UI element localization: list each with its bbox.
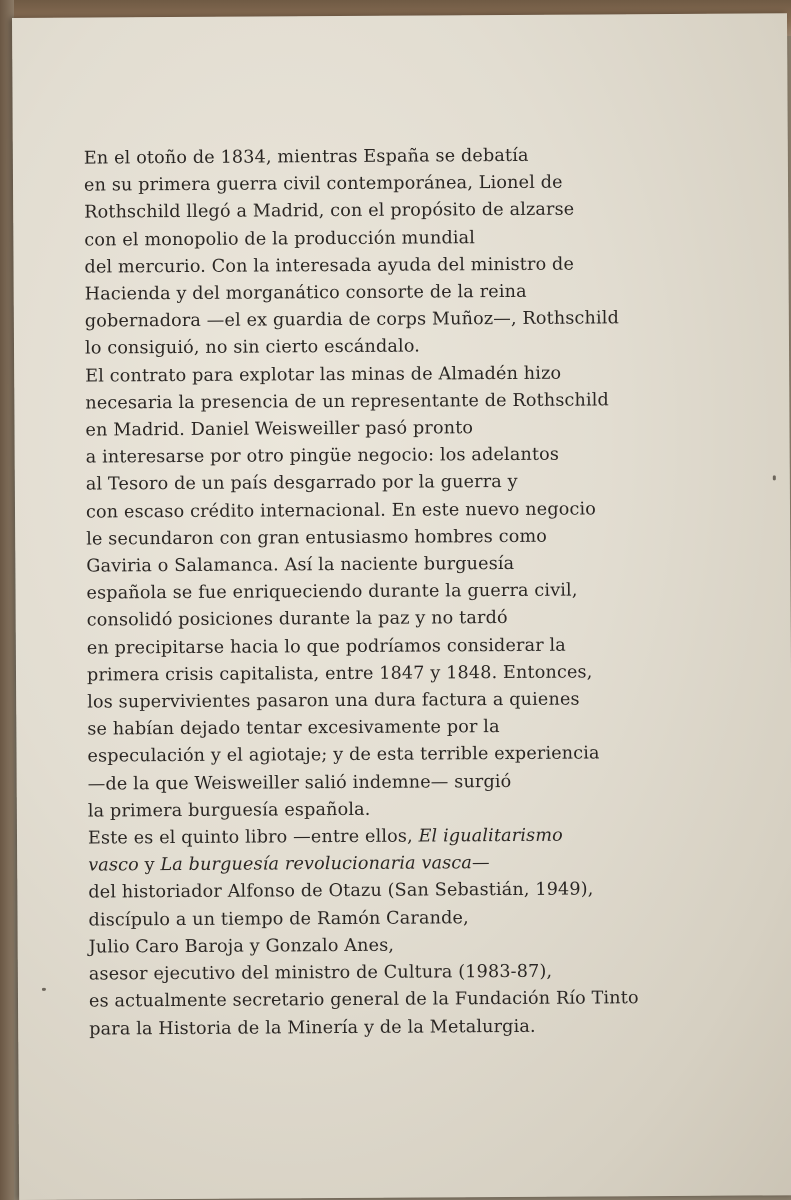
blurb-line: a interesarse por otro pingüe negocio: los adelantos <box>85 444 560 468</box>
blurb-line: —de la que Weisweiller salió indemne— surgió <box>87 771 512 795</box>
blurb-line: primera crisis capitalista, entre 1847 y 1848. Entonces, <box>86 662 593 686</box>
blurb-text <box>84 142 749 1044</box>
paper-speck <box>773 475 776 480</box>
blurb-line: para la Historia de la Minería y de la Metalurgia. <box>89 1016 536 1040</box>
blurb-line: necesaria la presencia de un representante de Rothschild <box>85 390 609 414</box>
blurb-line: es actualmente secretario general de la Fundación Río Tinto <box>88 988 639 1012</box>
blurb-line: En el otoño de 1834, mientras España se debatía <box>83 145 529 169</box>
blurb-line-text: — <box>471 853 490 874</box>
blurb-line: asesor ejecutivo del ministro de Cultura (1983-87), <box>88 961 553 985</box>
blurb-line-with-title <box>88 822 748 853</box>
blurb-line-text: Este es el quinto libro —entre ellos, <box>87 826 419 849</box>
blurb-line: discípulo a un tiempo de Ramón Carande, <box>88 907 469 931</box>
blurb-line: Rothschild llegó a Madrid, con el propósito de alzarse <box>84 199 575 223</box>
blurb-line: consolidó posiciones durante la paz y no tardó <box>86 608 508 632</box>
blurb-line: en Madrid. Daniel Weisweiller pasó pronto <box>85 418 474 441</box>
blurb-line: los supervivientes pasaron una dura factura a quienes <box>87 689 580 713</box>
blurb-line: le secundaron con gran entusiasmo hombres como <box>86 526 548 550</box>
blurb-line: española se fue enriqueciendo durante la guerra civil, <box>86 580 578 604</box>
blurb-line: Gaviria o Salamanca. Así la naciente burguesía <box>86 553 515 577</box>
blurb-line: con escaso crédito internacional. En este nuevo negocio <box>85 499 597 523</box>
blurb-line: la primera burguesía española. <box>87 799 371 822</box>
blurb-line: del historiador Alfonso de Otazu (San Sebastián, 1949), <box>88 879 594 904</box>
blurb-line: gobernadora —el ex guardia de corps Muñoz—, Rothschild <box>84 308 620 332</box>
blurb-line: se habían dejado tentar excesivamente por la <box>87 717 500 740</box>
blurb-line: con el monopolio de la producción mundial <box>84 227 476 251</box>
blurb-line: Julio Caro Baroja y Gonzalo Anes, <box>88 935 395 958</box>
blurb-line: lo consiguió, no sin cierto escándalo. <box>84 336 421 359</box>
blurb-line: Hacienda y del morganático consorte de la reina <box>84 281 527 305</box>
blurb-line: El contrato para explotar las minas de Almadén hizo <box>85 363 562 387</box>
blurb-line: al Tesoro de un país desgarrado por la guerra y <box>85 472 518 495</box>
wood-surface-left <box>0 0 14 1200</box>
blurb-line-with-title <box>88 849 748 880</box>
blurb-line: en su primera guerra civil contemporánea, Lionel de <box>83 172 563 196</box>
book-title-italic: vasco <box>88 855 139 876</box>
blurb-line: especulación y el agiotaje; y de esta terrible experiencia <box>87 743 600 768</box>
paper-speck <box>42 988 46 991</box>
blurb-line: en precipitarse hacia lo que podríamos considerar la <box>86 635 566 659</box>
blurb-line-text: y <box>138 855 161 876</box>
blurb-line: del mercurio. Con la interesada ayuda del ministro de <box>84 254 575 278</box>
book-title-italic: La burguesía revolucionaria vasca <box>160 853 473 876</box>
book-title-italic: El igualitarismo <box>418 825 563 847</box>
book-back-cover <box>12 13 791 1200</box>
